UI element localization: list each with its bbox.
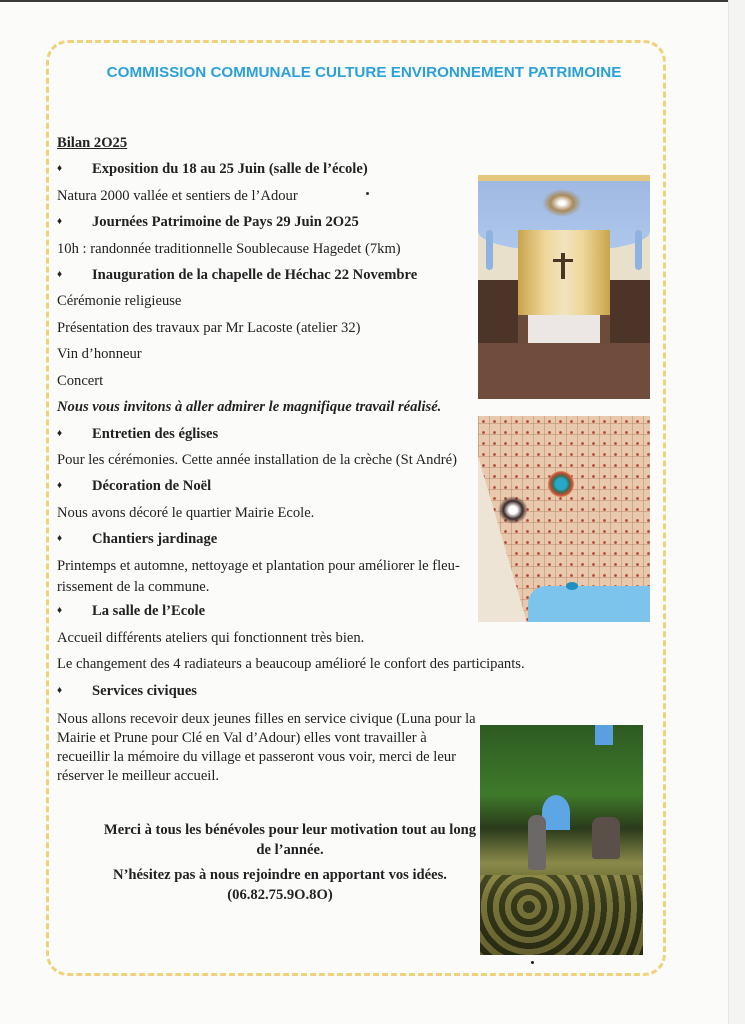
section-line: Concert xyxy=(57,373,104,389)
section-line: Vin d’honneur xyxy=(57,346,142,362)
section-line: Pour les cérémonies. Cette année installation de la crèche (St André) xyxy=(57,452,457,468)
bilan-heading: Bilan 2O25 xyxy=(57,135,128,151)
section-heading-exposition: ♦ Exposition du 18 au 25 Juin (salle de l’école) xyxy=(57,161,368,177)
section-line: Cérémonie religieuse xyxy=(57,293,182,309)
diamond-bullet-icon: ♦ xyxy=(57,480,63,491)
diamond-bullet-icon: ♦ xyxy=(57,533,63,544)
closing-invite: N’hésitez pas à nous rejoindre en apportant vos idées. xyxy=(113,867,447,883)
section-heading-salle-ecole: ♦ La salle de l’Ecole xyxy=(57,603,206,619)
section-heading-services-civiques: ♦ Services civiques xyxy=(57,683,197,699)
diamond-bullet-icon: ♦ xyxy=(57,428,63,439)
section-line: Nous avons décoré le quartier Mairie Ecole. xyxy=(57,505,315,521)
section-line: Présentation des travaux par Mr Lacoste (atelier 32) xyxy=(57,320,361,336)
painted-ceiling-photo xyxy=(478,416,650,622)
section-line: 10h : randonnée traditionnelle Soublecause Hagedet (7km) xyxy=(57,241,401,257)
closing-thanks: Merci à tous les bénévoles pour leur motivation tout au long de l’année. xyxy=(103,822,477,858)
section-paragraph: Nous allons recevoir deux jeunes filles en service civique (Luna pour la Mairie et Prune pour Clé en Val d’Adour) elles vont travailler à recueillir la mémoire du village et passeront vous voir, merci de leur réserver le meilleur accueil. xyxy=(57,711,476,784)
scan-top-edge xyxy=(0,0,728,2)
section-line: Natura 2000 vallée et sentiers de l’Adour xyxy=(57,188,298,204)
section-heading-journees-patrimoine: ♦ Journées Patrimoine de Pays 29 Juin 2O25 xyxy=(57,214,359,230)
diamond-bullet-icon: ♦ xyxy=(57,685,63,696)
chapel-interior-photo xyxy=(478,175,650,399)
section-paragraph: Printemps et automne, nettoyage et plantation pour améliorer le fleu-rissement de la commune. xyxy=(57,558,460,595)
diamond-bullet-icon: ♦ xyxy=(57,216,63,227)
section-heading-chantiers-jardinage: ♦ Chantiers jardinage xyxy=(57,531,218,547)
closing-phone: (06.82.75.9O.8O) xyxy=(227,887,333,903)
diamond-bullet-icon: ♦ xyxy=(57,605,63,616)
scan-mark xyxy=(531,961,534,964)
scan-mark xyxy=(366,192,369,195)
section-line: Accueil différents ateliers qui fonctionnent très bien. xyxy=(57,630,365,646)
forest-hike-photo xyxy=(480,725,643,955)
diamond-bullet-icon: ♦ xyxy=(57,269,63,280)
section-heading-inauguration: ♦ Inauguration de la chapelle de Héchac 22 Novembre xyxy=(57,267,418,283)
section-line: Le changement des 4 radiateurs a beaucoup amélioré le confort des participants. xyxy=(57,656,525,672)
section-heading-entretien-eglises: ♦ Entretien des églises xyxy=(57,426,219,442)
section-emphasis: Nous vous invitons à aller admirer le magnifique travail réalisé. xyxy=(57,399,442,415)
diamond-bullet-icon: ♦ xyxy=(57,163,63,174)
section-heading-decoration-noel: ♦ Décoration de Noël xyxy=(57,478,212,494)
scan-page-edge xyxy=(728,0,745,1024)
document-title: COMMISSION COMMUNALE CULTURE ENVIRONNEMENT PATRIMOINE xyxy=(106,64,622,81)
